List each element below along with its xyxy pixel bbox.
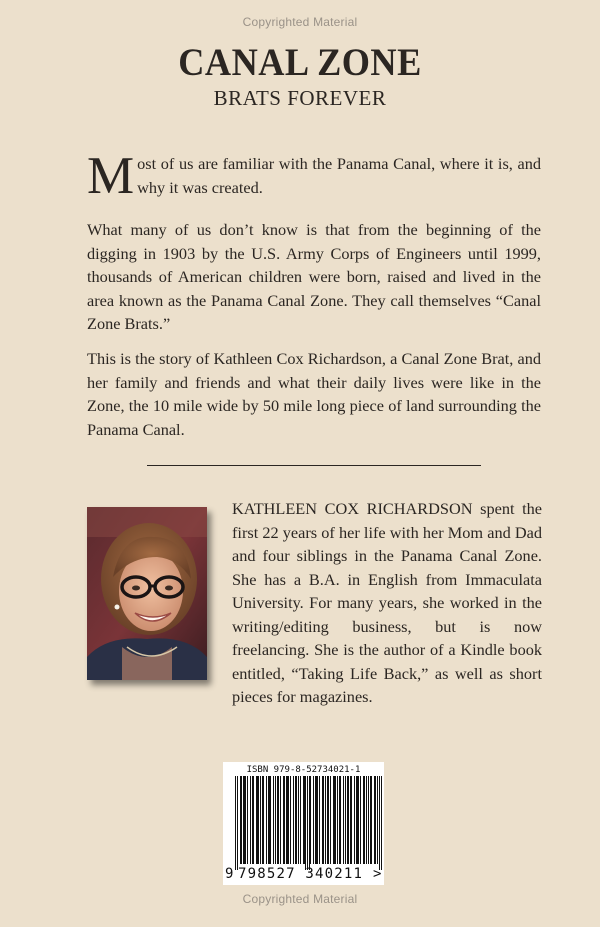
barcode-bar bbox=[313, 776, 314, 864]
barcode-bar bbox=[343, 776, 344, 864]
barcode-bar bbox=[303, 776, 304, 864]
barcode-bar bbox=[284, 776, 285, 864]
barcode-bar bbox=[325, 776, 326, 864]
barcode-bar bbox=[351, 776, 352, 864]
blurb-paragraph-3: This is the story of Kathleen Cox Richardson, a Canal Zone Brat, and her family and friends and what their daily lives were like in the Zone, the 10 mile wide by 50 mile long piece of land surrounding the Panama Canal. bbox=[87, 349, 541, 439]
barcode-bar bbox=[283, 776, 284, 864]
book-title: CANAL ZONE bbox=[178, 41, 422, 84]
barcode-bar bbox=[288, 776, 289, 864]
barcode-bar bbox=[247, 776, 248, 864]
barcode-bar bbox=[363, 776, 364, 864]
barcode-bar bbox=[322, 776, 323, 864]
barcode-bar bbox=[280, 776, 281, 864]
barcode-bar bbox=[304, 776, 305, 864]
barcode-bar bbox=[257, 776, 258, 864]
barcode-bar bbox=[296, 776, 297, 864]
barcode-bar bbox=[253, 776, 254, 864]
barcode-bar bbox=[381, 776, 382, 870]
barcode-bar bbox=[286, 776, 287, 864]
blurb-paragraph-1-text: ost of us are familiar with the Panama Canal, where it is, and why it was created. bbox=[137, 154, 541, 197]
barcode-bar bbox=[319, 776, 320, 864]
barcode-bar bbox=[273, 776, 274, 864]
barcode-quiet-marker: > bbox=[373, 866, 382, 882]
barcode-bar bbox=[327, 776, 328, 864]
blurb-paragraph-2: What many of us don’t know is that from the beginning of the digging in 1903 by the U.S. Army Corps of Engineers until 1999, thousands of American children were born, raised and lived in the area known as the Panama Canal Zone. They call themselves “Canal Zone Brats.” bbox=[87, 220, 541, 333]
barcode-bar bbox=[295, 776, 296, 864]
barcode-bar bbox=[368, 776, 369, 864]
barcode-bar bbox=[305, 776, 306, 870]
barcode-bar bbox=[315, 776, 316, 864]
barcode-bar bbox=[358, 776, 359, 864]
barcode-bar bbox=[316, 776, 317, 864]
barcode-bar bbox=[269, 776, 270, 864]
barcode-bar bbox=[262, 776, 263, 864]
blurb-paragraph-1 bbox=[87, 147, 541, 205]
section-divider bbox=[147, 465, 481, 466]
barcode-bar bbox=[240, 776, 241, 864]
barcode-bars bbox=[223, 776, 384, 876]
barcode-bar bbox=[345, 776, 346, 864]
isbn-barcode bbox=[223, 762, 384, 885]
barcode-bar bbox=[377, 776, 378, 864]
barcode-bar bbox=[330, 776, 331, 864]
barcode-bar bbox=[310, 776, 311, 864]
barcode-bar bbox=[333, 776, 334, 864]
barcode-bar bbox=[275, 776, 276, 864]
barcode-bar bbox=[379, 776, 380, 870]
barcode-bar bbox=[243, 776, 244, 864]
barcode-bar bbox=[287, 776, 288, 864]
barcode-bar bbox=[258, 776, 259, 864]
barcode-first-digit: 9 bbox=[225, 866, 234, 882]
barcode-bar bbox=[263, 776, 264, 864]
barcode-bar bbox=[354, 776, 355, 864]
barcode-bar bbox=[270, 776, 271, 864]
barcode-bar bbox=[278, 776, 279, 864]
barcode-bar bbox=[366, 776, 367, 864]
barcode-bar bbox=[374, 776, 375, 864]
isbn-label: ISBN 979-8-52734021-1 bbox=[246, 765, 361, 775]
barcode-bar bbox=[307, 776, 308, 870]
barcode-bar bbox=[335, 776, 336, 864]
barcode-bar bbox=[237, 776, 238, 870]
copyright-watermark-top: Copyrighted Material bbox=[242, 15, 358, 29]
barcode-bar bbox=[328, 776, 329, 864]
barcode-bar bbox=[323, 776, 324, 864]
barcode-bar bbox=[375, 776, 376, 864]
author-photo bbox=[87, 507, 207, 680]
barcode-bar bbox=[348, 776, 349, 864]
barcode-bar bbox=[250, 776, 251, 864]
barcode-bar bbox=[244, 776, 245, 864]
author-bio: KATHLEEN COX RICHARDSON spent the first 22 years of her life with her Mom and Dad and four siblings in the Panama Canal Zone. She has a B.A. in English from Immaculata University. For many years, she worked in the writing/editing business, but is now freelancing. She is the author of a Kindle book entitled, “Taking Life Back,” as well as short pieces for magazines. bbox=[232, 499, 542, 706]
book-subtitle: BRATS FOREVER bbox=[213, 86, 387, 110]
barcode-bar bbox=[235, 776, 236, 870]
barcode-bar bbox=[360, 776, 361, 864]
barcode-bar bbox=[317, 776, 318, 864]
barcode-bar bbox=[339, 776, 340, 864]
barcode-bar bbox=[300, 776, 301, 864]
barcode-bar bbox=[277, 776, 278, 864]
barcode-bar bbox=[293, 776, 294, 864]
barcode-bar bbox=[252, 776, 253, 864]
barcode-bar bbox=[340, 776, 341, 864]
barcode-bar bbox=[371, 776, 372, 864]
barcode-bar bbox=[370, 776, 371, 864]
barcode-bar bbox=[337, 776, 338, 864]
drop-cap: M bbox=[87, 147, 135, 205]
barcode-bar bbox=[309, 776, 310, 870]
barcode-bar bbox=[347, 776, 348, 864]
barcode-digits-rest: 798527 340211 bbox=[238, 866, 364, 882]
copyright-watermark-bottom: Copyrighted Material bbox=[242, 892, 358, 906]
barcode-bar bbox=[245, 776, 246, 864]
barcode-bar bbox=[364, 776, 365, 864]
barcode-bar bbox=[356, 776, 357, 864]
barcode-bar bbox=[256, 776, 257, 864]
barcode-bar bbox=[350, 776, 351, 864]
barcode-bar bbox=[266, 776, 267, 864]
barcode-bar bbox=[290, 776, 291, 864]
barcode-bar bbox=[357, 776, 358, 864]
barcode-bar bbox=[298, 776, 299, 864]
barcode-bar bbox=[241, 776, 242, 864]
barcode-bar bbox=[260, 776, 261, 864]
barcode-bar bbox=[268, 776, 269, 864]
barcode-bar bbox=[334, 776, 335, 864]
